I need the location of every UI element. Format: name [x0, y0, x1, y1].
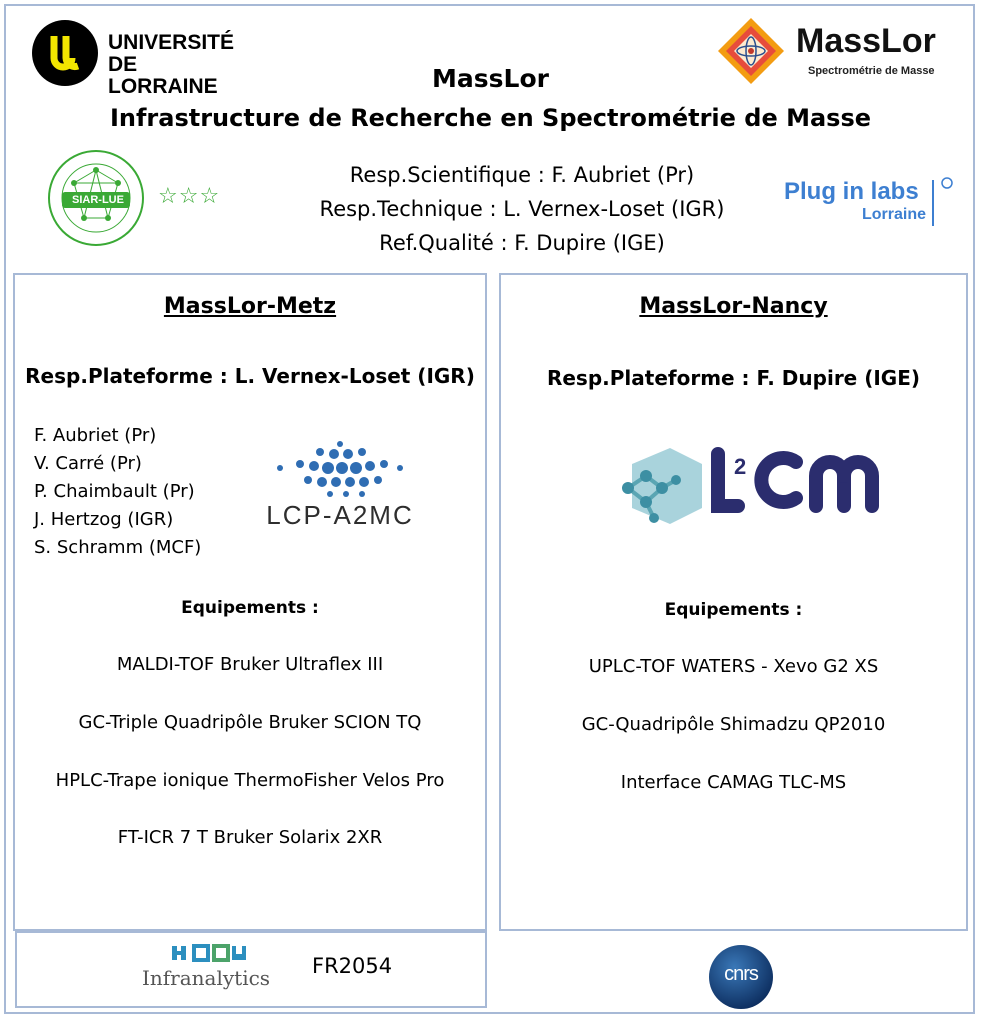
- ref-qualite: Ref.Qualité : F. Dupire (IGE): [379, 231, 665, 255]
- plug-in-labs-region: Lorraine: [862, 206, 927, 223]
- siar-lue-logo: [44, 148, 234, 248]
- ul-line1: UNIVERSITÉ: [108, 31, 235, 54]
- metz-title: MassLor-Metz: [163, 294, 337, 319]
- lcp-molecule-icon: [250, 438, 430, 498]
- lcp-a2mc-text: LCP-A2MC: [266, 500, 414, 530]
- page-subtitle: Infrastructure de Recherche en Spectrométrie de Masse: [109, 104, 872, 132]
- staff-member: P. Chaimbault (Pr): [34, 481, 195, 502]
- siar-stars: ☆☆☆: [158, 184, 221, 209]
- metz-equipement-3: HPLC-Trape ionique ThermoFisher Velos Pro: [55, 770, 445, 791]
- metz-equipements-title: Equipements :: [181, 598, 319, 618]
- siar-lue-text: SIAR-LUE: [72, 194, 124, 206]
- plug-in-labs-bar: [932, 180, 934, 226]
- power-icon: [940, 176, 954, 190]
- svg-text:2: 2: [734, 454, 747, 479]
- lcp-a2mc-logo: [250, 438, 430, 530]
- l2cm-logo: [610, 440, 890, 530]
- infranalytics-logo: [140, 944, 280, 996]
- infranalytics-mark-icon: [140, 944, 280, 964]
- nancy-equipement-1: UPLC-TOF WATERS - Xevo G2 XS: [588, 656, 879, 677]
- staff-member: J. Hertzog (IGR): [34, 509, 174, 530]
- responsables-block: [280, 158, 764, 260]
- cnrs-logo: [708, 944, 774, 1010]
- nancy-equipement-2: GC-Quadripôle Shimadzu QP2010: [581, 714, 886, 735]
- metz-footer-code: FR2054: [312, 954, 393, 978]
- l2cm-mark-icon: [610, 440, 890, 530]
- cnrs-text: cnrs: [724, 963, 758, 985]
- staff-member: F. Aubriet (Pr): [34, 425, 157, 446]
- masslor-logo-name: MassLor: [796, 22, 936, 60]
- staff-member: V. Carré (Pr): [34, 453, 142, 474]
- resp-scientifique: Resp.Scientifique : F. Aubriet (Pr): [349, 163, 695, 187]
- infranalytics-text: Infranalytics: [142, 966, 271, 990]
- masslor-logo-tagline: Spectrométrie de Masse: [808, 65, 935, 77]
- nancy-plateforme: Resp.Plateforme : F. Dupire (IGE): [546, 366, 921, 390]
- ul-line2: DE LORRAINE: [108, 53, 218, 98]
- nancy-equipement-3: Interface CAMAG TLC-MS: [620, 772, 847, 793]
- metz-equipement-2: GC-Triple Quadripôle Bruker SCION TQ: [78, 712, 422, 733]
- nancy-title: MassLor-Nancy: [639, 294, 828, 319]
- metz-equipement-4: FT-ICR 7 T Bruker Solarix 2XR: [117, 827, 383, 848]
- nancy-equipements-title: Equipements :: [664, 600, 803, 620]
- plug-in-labs-logo: [784, 172, 960, 230]
- page-title: MassLor: [432, 64, 549, 93]
- metz-equipement-1: MALDI-TOF Bruker Ultraflex III: [116, 654, 384, 675]
- staff-member: S. Schramm (MCF): [34, 537, 202, 558]
- resp-technique: Resp.Technique : L. Vernex-Loset (IGR): [319, 197, 725, 221]
- plug-in-labs-name: Plug in labs: [784, 178, 919, 205]
- metz-staff-list: [34, 422, 201, 562]
- metz-plateforme: Resp.Plateforme : L. Vernex-Loset (IGR): [25, 364, 475, 388]
